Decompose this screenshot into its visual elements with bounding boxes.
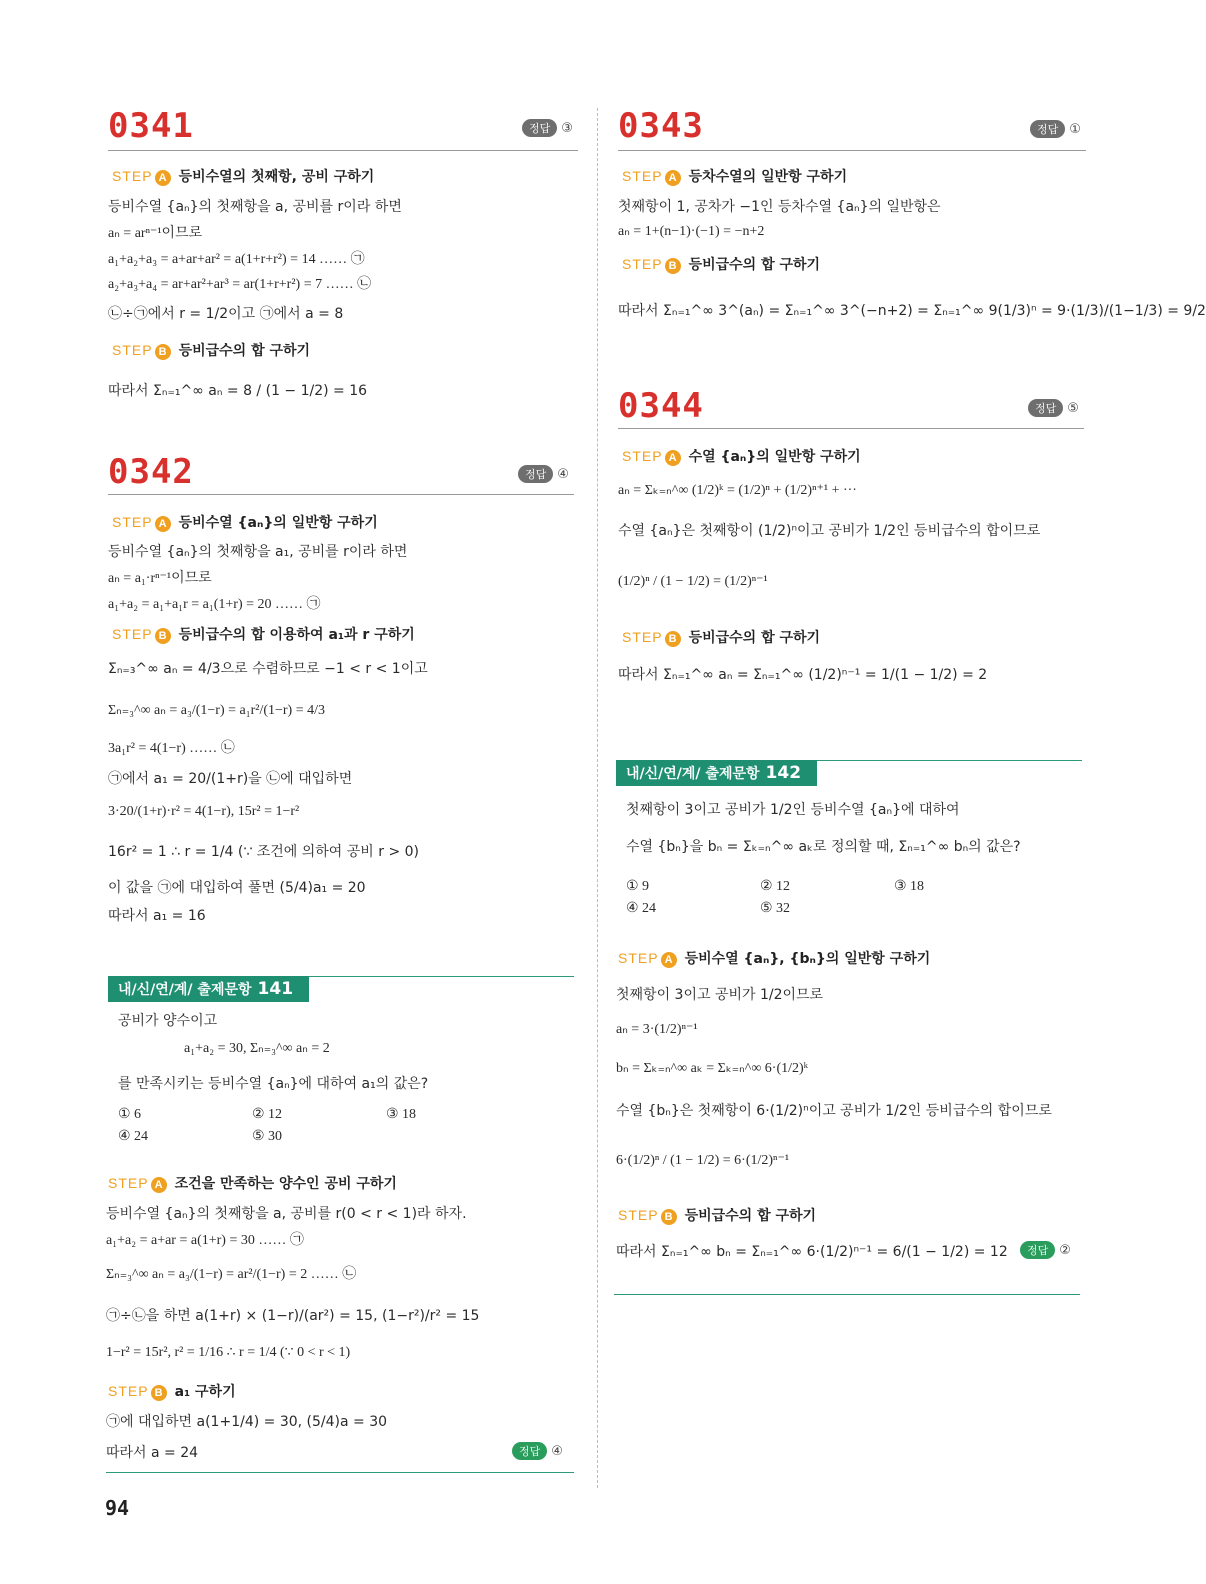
naesin-banner-141: 내/신/연/계/ 출제문항 141: [108, 976, 309, 1002]
solution-line: ㉠에서 a₁ = 20/(1+r)을 ㉡에 대입하면: [108, 771, 353, 787]
solution-line: a₁+a₂+a₃ = a+ar+ar² = a(1+r+r²) = 14 …… ㉠: [108, 252, 365, 267]
choice-4[interactable]: ④ 24: [626, 901, 657, 916]
question-line: 를 만족시키는 등비수열 {aₙ}에 대하여 a₁의 값은?: [118, 1076, 429, 1092]
divider-rule: [618, 150, 1086, 151]
step-b-141: STEP B a₁ 구하기: [108, 1383, 236, 1400]
solution-line: a₂+a₃+a₄ = ar+ar²+ar³ = ar(1+r+r²) = 7 …… ㉡: [108, 277, 372, 292]
final-line: 따라서 Σₙ₌₁^∞ bₙ = Σₙ₌₁^∞ 6·(1/2)ⁿ⁻¹ = 6/(1 − 1/2) = 12: [616, 1244, 1008, 1260]
answer-box-0344: [1028, 399, 1079, 417]
step-b-0344: STEP B 등비급수의 합 구하기: [622, 629, 821, 646]
question-line: a₁+a₂ = 30, Σₙ₌₃^∞ aₙ = 2: [184, 1041, 330, 1056]
solution-line: aₙ = Σₖ₌ₙ^∞ (1/2)ᵏ = (1/2)ⁿ + (1/2)ⁿ⁺¹ + ···: [618, 483, 857, 498]
step-b-142: STEP B 등비급수의 합 구하기: [618, 1207, 817, 1224]
step-a-142: STEP A 등비수열 {aₙ}, {bₙ}의 일반항 구하기: [618, 950, 931, 967]
answer-label: 정답: [512, 1442, 547, 1460]
final-line: 따라서 Σₙ₌₁^∞ aₙ = Σₙ₌₁^∞ (1/2)ⁿ⁻¹ = 1/(1 − 1/2) = 2: [618, 667, 988, 683]
choice-4[interactable]: ④ 24: [118, 1129, 149, 1144]
solution-line: ㉠÷㉡을 하면 a(1+r) × (1−r)/(ar²) = 15, (1−r²)/r² = 15: [106, 1308, 480, 1324]
solution-line: 16r² = 1 ∴ r = 1/4 (∵ 조건에 의하여 공비 r > 0): [108, 844, 420, 860]
solution-line: 등비수열 {aₙ}의 첫째항을 a₁, 공비를 r이라 하면: [108, 544, 408, 560]
answer-label: 정답: [1028, 399, 1063, 417]
solution-line: 등비수열 {aₙ}의 첫째항을 a, 공비를 r이라 하면: [108, 199, 402, 215]
problem-number-0341: 0341: [108, 106, 194, 146]
solution-line: 따라서 a = 24: [106, 1445, 199, 1461]
choice-2[interactable]: ② 12: [252, 1107, 283, 1122]
solution-line: 수열 {bₙ}은 첫째항이 6·(1/2)ⁿ이고 공비가 1/2인 등비급수의 합이므로: [616, 1103, 1052, 1119]
step-a-0344: STEP A 수열 {aₙ}의 일반항 구하기: [622, 448, 861, 465]
solution-line: aₙ = 3·(1/2)ⁿ⁻¹: [616, 1022, 698, 1037]
divider-rule: [614, 1294, 1080, 1295]
solution-line: 6·(1/2)ⁿ / (1 − 1/2) = 6·(1/2)ⁿ⁻¹: [616, 1153, 790, 1168]
solution-line: 첫째항이 1, 공차가 −1인 등차수열 {aₙ}의 일반항은: [618, 199, 941, 215]
solution-line: 3·20/(1+r)·r² = 4(1−r), 15r² = 1−r²: [108, 804, 300, 819]
solution-line: Σₙ₌₃^∞ aₙ = a₃/(1−r) = a₁r²/(1−r) = 4/3: [108, 703, 326, 718]
answer-value: ④: [557, 467, 569, 482]
solution-line: aₙ = arⁿ⁻¹이므로: [108, 226, 203, 241]
choice-5[interactable]: ⑤ 32: [760, 901, 791, 916]
step-a-0341: STEP A 등비수열의 첫째항, 공비 구하기: [112, 168, 375, 185]
choice-3[interactable]: ③ 18: [894, 879, 925, 894]
column-divider: [597, 108, 598, 1488]
solution-line: Σₙ₌₃^∞ aₙ = a₃/(1−r) = ar²/(1−r) = 2 …… ㉡: [106, 1267, 357, 1282]
answer-value: ④: [551, 1444, 563, 1459]
step-a-141: STEP A 조건을 만족하는 양수인 공비 구하기: [108, 1175, 397, 1192]
solution-line: ㉠에 대입하면 a(1+1/4) = 30, (5/4)a = 30: [106, 1414, 388, 1430]
choice-2[interactable]: ② 12: [760, 879, 791, 894]
solution-line: 따라서 a₁ = 16: [108, 908, 206, 924]
solution-line: (1/2)ⁿ / (1 − 1/2) = (1/2)ⁿ⁻¹: [618, 574, 768, 589]
problem-number-0343: 0343: [618, 106, 704, 146]
step-a-0343: STEP A 등차수열의 일반항 구하기: [622, 168, 848, 185]
answer-label: 정답: [518, 465, 553, 483]
choice-1[interactable]: ① 9: [626, 879, 650, 894]
solution-line: bₙ = Σₖ₌ₙ^∞ aₖ = Σₖ₌ₙ^∞ 6·(1/2)ᵏ: [616, 1061, 809, 1076]
answer-value: ②: [1059, 1243, 1071, 1258]
divider-rule: [108, 494, 574, 495]
solution-line: 1−r² = 15r², r² = 1/16 ∴ r = 1/4 (∵ 0 < r < 1): [106, 1345, 351, 1360]
choice-1[interactable]: ① 6: [118, 1107, 142, 1122]
answer-box-0343: [1030, 120, 1081, 138]
solution-line: 첫째항이 3이고 공비가 1/2이므로: [616, 987, 824, 1003]
step-b-0342: STEP B 등비급수의 합 이용하여 a₁과 r 구하기: [112, 626, 415, 643]
answer-value: ⑤: [1067, 401, 1079, 416]
answer-box-141: [512, 1442, 563, 1460]
problem-number-0342: 0342: [108, 452, 194, 492]
solution-line: 이 값을 ㉠에 대입하여 풀면 (5/4)a₁ = 20: [108, 880, 366, 896]
answer-box-142: [1020, 1241, 1071, 1259]
answer-label: 정답: [522, 119, 557, 137]
naesin-banner-142: 내/신/연/계/ 출제문항 142: [616, 760, 817, 786]
divider-rule: [108, 150, 578, 151]
page-number: 94: [105, 1496, 130, 1520]
problem-number-0344: 0344: [618, 386, 704, 426]
answer-label: 정답: [1030, 120, 1065, 138]
solution-line: Σₙ₌₃^∞ aₙ = 4/3으로 수렴하므로 −1 < r < 1이고: [108, 661, 428, 677]
step-b-0341: STEP B 등비급수의 합 구하기: [112, 342, 311, 359]
solution-line: a₁+a₂ = a₁+a₁r = a₁(1+r) = 20 …… ㉠: [108, 597, 321, 612]
answer-box-0342: [518, 465, 569, 483]
final-line: 따라서 Σₙ₌₁^∞ 3^(aₙ) = Σₙ₌₁^∞ 3^(−n+2) = Σₙ₌₁^∞ 9(1/3)ⁿ = 9·(1/3)/(1−1/3) = 9/2: [618, 303, 1206, 319]
solution-line: aₙ = 1+(n−1)·(−1) = −n+2: [618, 224, 765, 239]
solution-line: 3a₁r² = 4(1−r) …… ㉡: [108, 741, 235, 756]
step-a-0342: STEP A 등비수열 {aₙ}의 일반항 구하기: [112, 514, 378, 531]
divider-rule: [106, 1472, 574, 1473]
solution-line: ㉡÷㉠에서 r = 1/2이고 ㉠에서 a = 8: [108, 306, 344, 322]
solution-line: 등비수열 {aₙ}의 첫째항을 a, 공비를 r(0 < r < 1)라 하자.: [106, 1206, 467, 1222]
answer-box-0341: [522, 119, 573, 137]
answer-value: ③: [561, 121, 573, 136]
choice-5[interactable]: ⑤ 30: [252, 1129, 283, 1144]
divider-rule: [618, 428, 1084, 429]
step-b-0343: STEP B 등비급수의 합 구하기: [622, 256, 821, 273]
solution-line: aₙ = a₁·rⁿ⁻¹이므로: [108, 571, 212, 586]
question-line: 공비가 양수이고: [118, 1013, 218, 1029]
question-line: 수열 {bₙ}을 bₙ = Σₖ₌ₙ^∞ aₖ로 정의할 때, Σₙ₌₁^∞ bₙ의 값은?: [626, 839, 1021, 855]
answer-value: ①: [1069, 122, 1081, 137]
question-line: 첫째항이 3이고 공비가 1/2인 등비수열 {aₙ}에 대하여: [626, 802, 960, 818]
answer-label: 정답: [1020, 1241, 1055, 1259]
solution-line: 수열 {aₙ}은 첫째항이 (1/2)ⁿ이고 공비가 1/2인 등비급수의 합이므로: [618, 523, 1041, 539]
solution-line: a₁+a₂ = a+ar = a(1+r) = 30 …… ㉠: [106, 1233, 304, 1248]
choice-3[interactable]: ③ 18: [386, 1107, 417, 1122]
final-line: 따라서 Σₙ₌₁^∞ aₙ = 8 / (1 − 1/2) = 16: [108, 383, 368, 399]
